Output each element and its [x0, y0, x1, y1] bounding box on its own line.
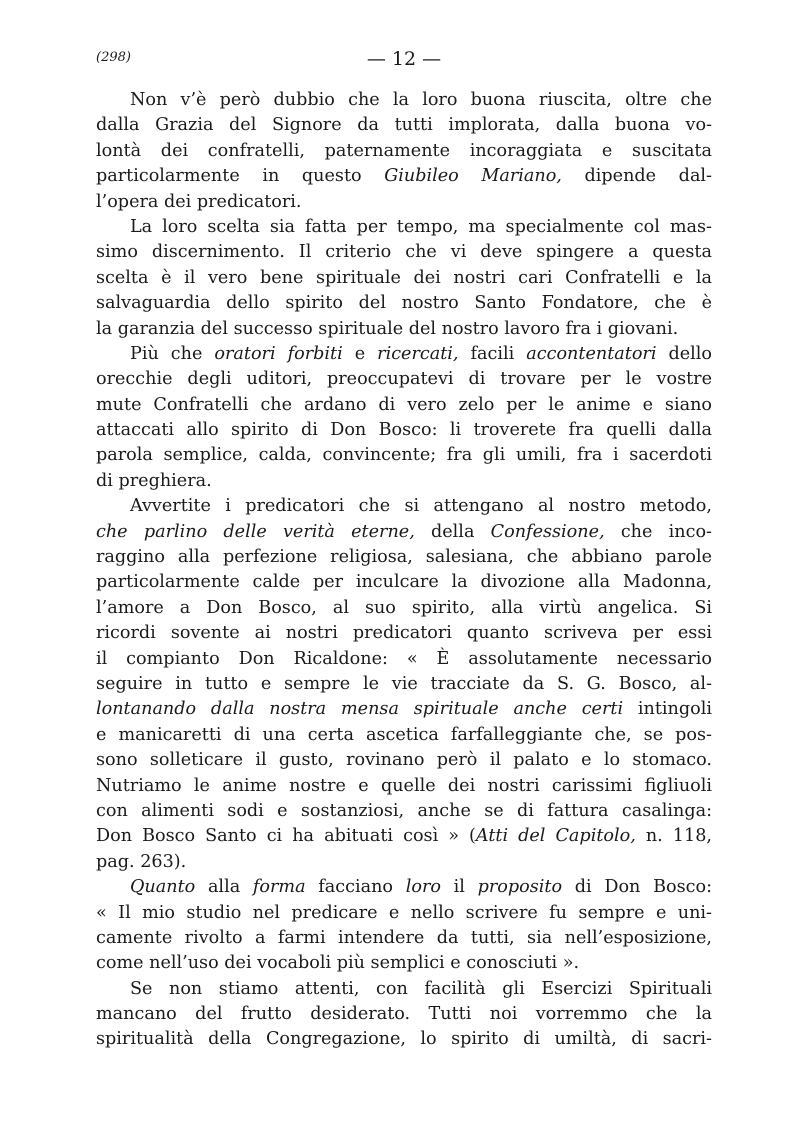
text-line	[96, 88, 712, 113]
page-header	[96, 48, 712, 72]
text-line	[96, 291, 712, 316]
italic-text: Confessione,	[490, 521, 605, 542]
page-number: — 12 —	[366, 48, 442, 70]
text-segment: orecchie degli uditori, preoccupatevi di trovare per le vostre	[96, 369, 712, 390]
text-line	[96, 647, 712, 672]
text-line	[96, 113, 712, 138]
text-segment: di preghiera.	[96, 470, 212, 491]
text-segment: dalla Grazia del Signore da tutti implorata, dalla buona vo-	[96, 115, 712, 136]
text-segment: e	[342, 343, 378, 364]
text-segment: la garanzia del successo spirituale del nostro lavoro fra i giovani.	[96, 318, 679, 339]
text-segment: di Don Bosco:	[562, 877, 713, 898]
text-line	[96, 621, 712, 646]
text-segment: dipende dal-	[561, 166, 713, 187]
text-line	[96, 469, 712, 494]
text-line	[96, 723, 712, 748]
text-line	[96, 443, 712, 468]
text-segment: Nutriamo le anime nostre e quelle dei nostri carissimi figliuoli	[96, 775, 712, 796]
text-segment: l’amore a Don Bosco, al suo spirito, alla virtù angelica. Si	[96, 597, 712, 618]
text-line	[96, 494, 712, 519]
text-line	[96, 774, 712, 799]
text-line	[96, 164, 712, 189]
text-line	[96, 1002, 712, 1027]
text-segment: spiritualità della Congregazione, lo spirito di umiltà, di sacri-	[96, 1029, 712, 1050]
text-line	[96, 672, 712, 697]
text-line	[96, 977, 712, 1002]
text-segment: come nell’uso dei vocaboli più semplici e conosciuti ».	[96, 953, 580, 974]
italic-text: oratori forbiti	[214, 343, 343, 364]
text-segment: Non v’è però dubbio che la loro buona riuscita, oltre che	[130, 90, 712, 110]
text-line	[96, 875, 712, 900]
text-line	[96, 596, 712, 621]
text-segment: particolarmente in questo	[96, 166, 385, 187]
text-line	[96, 824, 712, 849]
text-segment: « Il mio studio nel predicare e nello scrivere fu sempre e uni-	[96, 902, 712, 923]
text-segment: particolarmente calde per inculcare la divozione alla Madonna,	[96, 572, 712, 593]
text-line	[96, 926, 712, 951]
text-line	[96, 545, 712, 570]
text-segment: parola semplice, calda, convincente; fra gli umili, fra i sacerdoti	[96, 445, 712, 466]
text-segment: sono solleticare il gusto, rovinano però il palato e lo stomaco.	[96, 750, 712, 771]
italic-text: accontentatori	[526, 343, 657, 364]
text-line	[96, 266, 712, 291]
text-segment: scelta è il vero bene spirituale dei nostri cari Confratelli e la	[96, 267, 712, 288]
text-line	[96, 393, 712, 418]
page-reference: (298)	[96, 50, 131, 65]
text-segment: alla	[195, 877, 253, 898]
italic-text: loro	[405, 877, 441, 898]
text-segment: il	[440, 877, 478, 898]
text-segment: Avvertite i predicatori che si attengano al nostro metodo,	[130, 496, 712, 517]
text-segment: salvaguardia dello spirito del nostro Santo Fondatore, che è	[96, 293, 712, 314]
text-segment: camente rivolto a farmi intendere da tutti, sia nell’esposizione,	[96, 927, 712, 948]
text-segment: con alimenti sodi e sostanziosi, anche se di fattura casalinga:	[96, 800, 712, 821]
text-segment: La loro scelta sia fatta per tempo, ma specialmente col mas-	[130, 216, 712, 237]
text-segment: intingoli	[623, 699, 712, 720]
text-line	[96, 190, 712, 215]
text-line	[96, 240, 712, 265]
body-text	[96, 88, 712, 1053]
text-segment: Più che	[130, 343, 215, 364]
text-line	[96, 951, 712, 976]
italic-text: ricercati,	[377, 343, 459, 364]
text-segment: n. 118,	[635, 826, 712, 847]
italic-text: Giubileo Mariano,	[384, 166, 562, 187]
text-segment: dello	[656, 343, 712, 364]
text-segment: mancano del frutto desiderato. Tutti noi vorremmo che la	[96, 1004, 712, 1025]
text-line	[96, 748, 712, 773]
text-segment: pag. 263).	[96, 851, 187, 872]
text-segment: attaccati allo spirito di Don Bosco: li troverete fra quelli dalla	[96, 420, 712, 441]
text-line	[96, 697, 712, 722]
text-line	[96, 418, 712, 443]
text-segment: ricordi sovente ai nostri predicatori quanto scriveva per essi	[96, 623, 712, 644]
text-segment: facciano	[305, 877, 406, 898]
text-segment: il compianto Don Ricaldone: « È assolutamente necessario	[96, 648, 712, 669]
text-segment: seguire in tutto e sempre le vie tracciate da S. G. Bosco, al-	[96, 673, 712, 694]
text-segment: che inco-	[604, 521, 712, 542]
italic-text: Atti del Capitolo,	[475, 826, 636, 847]
text-segment: simo discernimento. Il criterio che vi deve spingere a questa	[96, 242, 712, 263]
italic-text: proposito	[477, 877, 563, 898]
text-line	[96, 342, 712, 367]
text-segment: Don Bosco Santo ci ha abituati così » (	[96, 826, 476, 847]
text-line	[96, 520, 712, 545]
text-segment: facili	[458, 343, 527, 364]
italic-text: Quanto	[130, 877, 196, 898]
text-segment: Se non stiamo attenti, con facilità gli Esercizi Spirituali	[130, 978, 712, 999]
text-segment: della	[414, 521, 491, 542]
text-segment: lontà dei confratelli, paternamente incoraggiata e suscitata	[96, 140, 712, 161]
text-segment: mute Confratelli che ardano di vero zelo per le anime e siano	[96, 394, 712, 415]
text-line	[96, 317, 712, 342]
italic-text: lontanando dalla nostra mensa spirituale anche certi	[96, 699, 624, 720]
italic-text: forma	[252, 877, 306, 898]
text-line	[96, 799, 712, 824]
text-segment: e manicaretti di una certa ascetica farfalleggiante che, se pos-	[96, 724, 712, 745]
text-line	[96, 215, 712, 240]
text-segment: raggino alla perfezione religiosa, salesiana, che abbiano parole	[96, 547, 712, 568]
italic-text: che parlino delle verità eterne,	[96, 521, 415, 542]
text-line	[96, 1027, 712, 1052]
text-line	[96, 850, 712, 875]
text-line	[96, 139, 712, 164]
text-segment: l’opera dei predicatori.	[96, 191, 302, 212]
text-line	[96, 570, 712, 595]
text-line	[96, 367, 712, 392]
text-line	[96, 901, 712, 926]
